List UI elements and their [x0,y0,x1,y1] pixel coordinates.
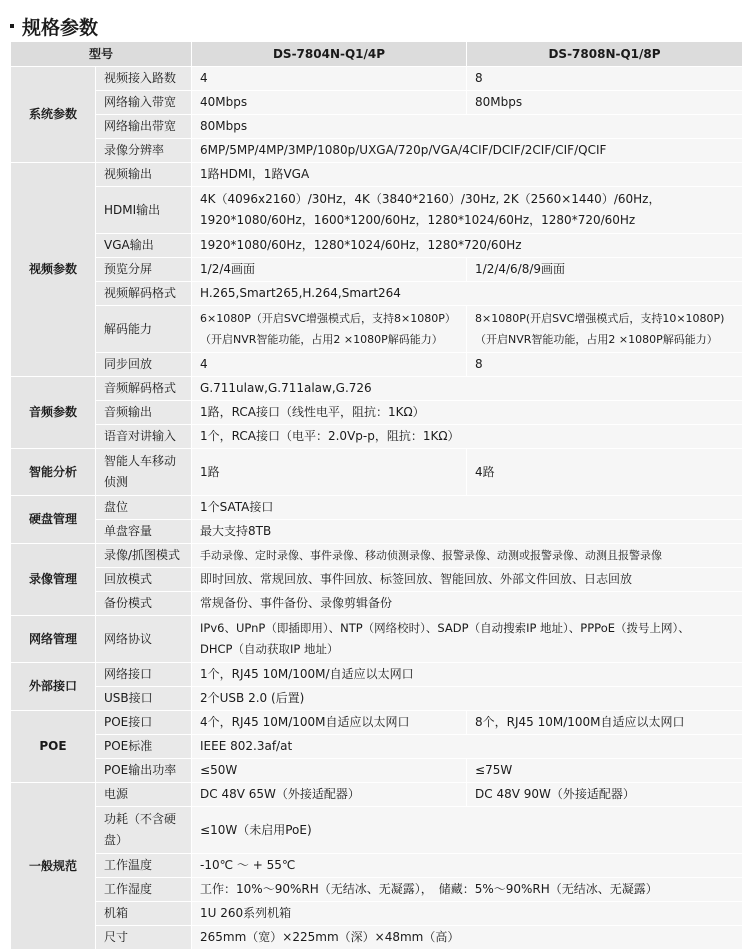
model-label: 型号 [11,42,192,67]
row-label: POE标准 [96,735,192,759]
value: 即时回放、常规回放、事件回放、标签回放、智能回放、外部文件回放、日志回放 [192,568,743,592]
value: 1U 260系列机箱 [192,902,743,926]
row-label: 视频接入路数 [96,67,192,91]
row-label [96,449,192,496]
value-b: 80Mbps [467,91,743,115]
value-a: DC 48V 65W（外接适配器） [192,783,467,807]
value: 1个SATA接口 [192,496,743,520]
label-line: 侦测 [104,475,129,489]
value-line: DHCP（自动获取IP 地址） [200,642,339,656]
row-label: 同步回放 [96,353,192,377]
row-label: USB接口 [96,687,192,711]
spec-table [10,41,743,950]
value: 常规备份、事件备份、录像剪辑备份 [192,592,743,616]
table-header-row [11,42,743,67]
value: G.711ulaw,G.711alaw,G.726 [192,377,743,401]
table-row [11,353,743,377]
row-label: 视频解码格式 [96,282,192,306]
value: 2个USB 2.0 (后置) [192,687,743,711]
table-row [11,449,743,496]
table-row [11,568,743,592]
table-row [11,783,743,807]
table-row [11,854,743,878]
value-a: ≤50W [192,759,467,783]
row-label: 解码能力 [96,306,192,353]
category-system: 系统参数 [11,67,96,163]
table-row [11,67,743,91]
row-label: HDMI输出 [96,187,192,234]
value: 265mm（宽）×225mm（深）×48mm（高） [192,926,743,950]
value-a [192,306,467,353]
value: 1个，RCA接口（电平：2.0Vp-p，阻抗：1KΩ） [192,425,743,449]
value-a: 40Mbps [192,91,467,115]
table-row [11,616,743,663]
row-label: 网络协议 [96,616,192,663]
value: -10℃ ～ + 55℃ [192,854,743,878]
row-label: 备份模式 [96,592,192,616]
value-a: 4 [192,67,467,91]
value: IEEE 802.3af/at [192,735,743,759]
table-row [11,878,743,902]
row-label: 网络接口 [96,663,192,687]
row-label: 录像分辨率 [96,139,192,163]
value [192,187,743,234]
value [192,616,743,663]
page-title-text: 规格参数 [22,16,99,39]
table-row [11,735,743,759]
value-line: 1920*1080/60Hz，1600*1200/60Hz，1280*1024/60Hz，1280*720/60Hz [200,213,636,227]
value-b: 1/2/4/6/8/9画面 [467,258,743,282]
row-label: 视频输出 [96,163,192,187]
model-b: DS-7808N-Q1/8P [467,42,743,67]
category-general: 一般规范 [11,783,96,950]
table-row [11,425,743,449]
row-label: 网络输出带宽 [96,115,192,139]
value: 最大支持8TB [192,520,743,544]
bullet-square-icon [10,24,14,28]
value-line: （开启NVR智能功能，占用2 ×1080P解码能力） [475,333,718,346]
value: 手动录像、定时录像、事件录像、移动侦测录像、报警录像、动测或报警录像、动测且报警录像 [192,544,743,568]
value-a: 1路 [192,449,467,496]
page-title [8,12,98,40]
table-row [11,234,743,258]
table-row [11,91,743,115]
table-row [11,687,743,711]
value-b: ≤75W [467,759,743,783]
value: 80Mbps [192,115,743,139]
label-line: 智能人车移动 [104,454,177,468]
table-row [11,520,743,544]
value: H.265,Smart265,H.264,Smart264 [192,282,743,306]
value: 1路，RCA接口（线性电平，阻抗：1KΩ） [192,401,743,425]
model-a: DS-7804N-Q1/4P [192,42,467,67]
row-label: 尺寸 [96,926,192,950]
table-row [11,592,743,616]
row-label: 电源 [96,783,192,807]
value-b: 8个，RJ45 10M/100M自适应以太网口 [467,711,743,735]
table-row [11,759,743,783]
table-row [11,377,743,401]
category-network: 网络管理 [11,616,96,663]
table-row [11,306,743,353]
table-row [11,163,743,187]
label-line: 盘） [104,833,129,847]
row-label: 工作温度 [96,854,192,878]
value: 1920*1080/60Hz，1280*1024/60Hz，1280*720/60Hz [192,234,743,258]
row-label: VGA输出 [96,234,192,258]
value-a: 4 [192,353,467,377]
table-row [11,401,743,425]
row-label: 网络输入带宽 [96,91,192,115]
value: ≤10W（未启用PoE) [192,807,743,854]
table-row [11,663,743,687]
value-b: 4路 [467,449,743,496]
row-label: 预览分屏 [96,258,192,282]
table-row [11,711,743,735]
category-disk: 硬盘管理 [11,496,96,544]
value-b [467,306,743,353]
row-label: 盘位 [96,496,192,520]
value-line: 6×1080P（开启SVC增强模式后，支持8×1080P） [200,312,456,325]
category-record: 录像管理 [11,544,96,616]
value-b: 8 [467,353,743,377]
row-label: 单盘容量 [96,520,192,544]
table-row [11,807,743,854]
value: 6MP/5MP/4MP/3MP/1080p/UXGA/720p/VGA/4CIF/DCIF/2CIF/CIF/QCIF [192,139,743,163]
value-line: （开启NVR智能功能，占用2 ×1080P解码能力） [200,333,443,346]
table-row [11,187,743,234]
category-smart: 智能分析 [11,449,96,496]
table-row [11,282,743,306]
row-label: 机箱 [96,902,192,926]
category-audio: 音频参数 [11,377,96,449]
table-row [11,139,743,163]
table-row [11,544,743,568]
label-line: 功耗（不含硬 [104,812,177,826]
row-label: 音频解码格式 [96,377,192,401]
row-label: POE接口 [96,711,192,735]
row-label: 录像/抓图模式 [96,544,192,568]
category-video: 视频参数 [11,163,96,377]
value-b: DC 48V 90W（外接适配器） [467,783,743,807]
table-row [11,115,743,139]
value-line: 4K（4096x2160）/30Hz，4K（3840*2160）/30Hz, 2K（2560×1440）/60Hz， [200,192,661,206]
value-a: 1/2/4画面 [192,258,467,282]
row-label [96,807,192,854]
value-line: 8×1080P(开启SVC增强模式后，支持10×1080P) [475,312,725,325]
row-label: POE输出功率 [96,759,192,783]
table-row [11,926,743,950]
value-b: 8 [467,67,743,91]
row-label: 语音对讲输入 [96,425,192,449]
value: 1个，RJ45 10M/100M/自适应以太网口 [192,663,743,687]
row-label: 音频输出 [96,401,192,425]
table-row [11,258,743,282]
value: 工作：10%～90%RH（无结冰、无凝露）， 储藏：5%～90%RH（无结冰、无凝露） [192,878,743,902]
table-row [11,496,743,520]
category-external: 外部接口 [11,663,96,711]
row-label: 工作湿度 [96,878,192,902]
value-a: 4个，RJ45 10M/100M自适应以太网口 [192,711,467,735]
row-label: 回放模式 [96,568,192,592]
table-row [11,902,743,926]
category-poe: POE [11,711,96,783]
value-line: IPv6、UPnP（即插即用）、NTP（网络校时）、SADP（自动搜索IP 地址）、PPPoE（拨号上网）、 [200,621,690,635]
value: 1路HDMI，1路VGA [192,163,743,187]
